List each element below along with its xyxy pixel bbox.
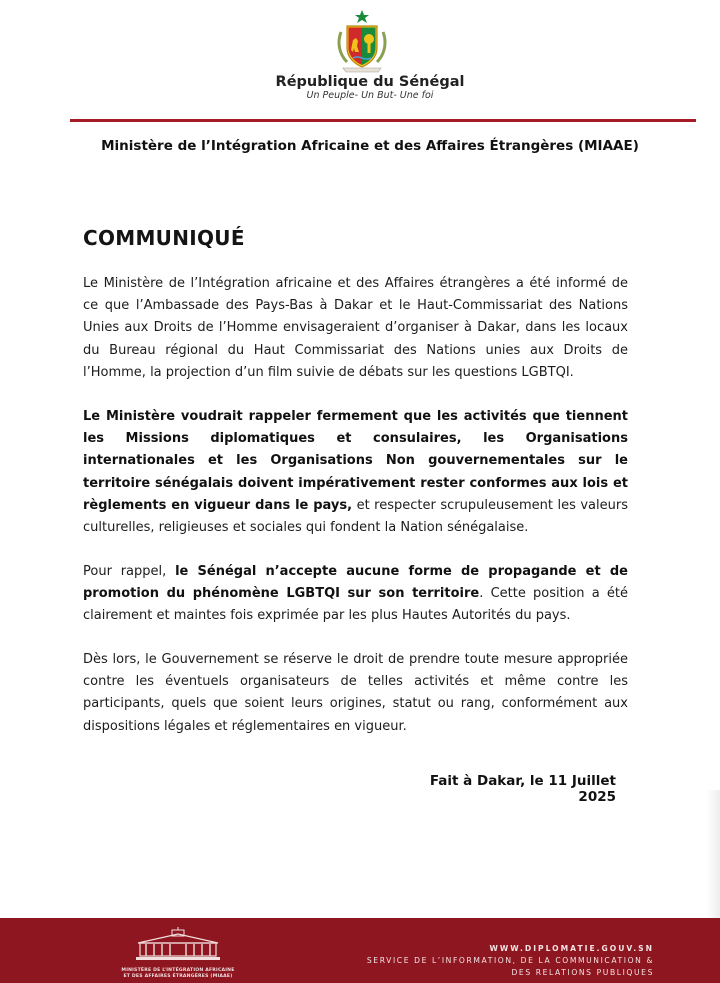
paragraph-2-emphasis: Le Ministère voudrait rappeler fermement que les activités que tiennent les Missions diplomatiques et consulaires, les Organisations internationales et les Organisations Non gouvernementales sur le territoire sénégalais doivent impérativement rester conformes aux lois et règlements en vigueur dans le pays, <box>83 409 628 513</box>
footer-service-line-2: DES RELATIONS PUBLIQUES <box>511 968 654 977</box>
footer-website-link[interactable]: WWW.DIPLOMATIE.GOUV.SN <box>489 944 654 953</box>
ministry-building-icon <box>134 927 222 961</box>
footer-band <box>0 918 720 983</box>
paragraph-3-lead: Pour rappel, <box>83 564 176 579</box>
paragraph-2 <box>83 406 628 539</box>
document-title: COMMUNIQUÉ <box>83 226 245 250</box>
paragraph-1: Le Ministère de l’Intégration africaine et des Affaires étrangères a été informé de ce que l’Ambassade des Pays-Bas à Dakar et le Haut-Commissariat des Nations Unies aux Droits de l’Homme envisageraient d’organiser à Dakar, dans les locaux du Bureau régional du Haut Commissariat des Nations unies aux Droits de l’Homme, la projection d’un film suivie de débats sur les questions LGBTQI. <box>83 276 628 380</box>
paragraph-2-text: et respecter scrupuleusement les valeurs culturelles, religieuses et sociales qui fondent la Nation sénégalaise. <box>83 497 628 536</box>
footer-contact <box>367 943 654 979</box>
page-edge-shadow <box>706 790 720 918</box>
signoff-place-date: Fait à Dakar, le 11 Juillet 2025 <box>429 773 616 805</box>
paragraph-3 <box>83 561 628 628</box>
header-divider <box>70 119 696 122</box>
paragraph-4: Dès lors, le Gouvernement se réserve le droit de prendre toute mesure appropriée contre les éventuels organisateurs de telles activités et même contre les participants, quels que soient leurs origines, statut ou rang, conformément aux dispositions légales et réglementaires en vigueur. <box>83 652 628 734</box>
paragraph-3-emphasis: le Sénégal n’accepte aucune forme de propagande et de promotion du phénomène LGBTQI sur son territoire <box>83 564 628 602</box>
senegal-coat-of-arms-icon <box>333 10 391 74</box>
country-name: République du Sénégal <box>275 74 465 90</box>
ministry-name: Ministère de l’Intégration Africaine et des Affaires Étrangères (MIAAE) <box>101 138 639 154</box>
footer-service-line-1: SERVICE DE L’INFORMATION, DE LA COMMUNICATION & <box>366 956 654 965</box>
paragraph-3-text: . Cette position a été clairement et maintes fois exprimée par les plus Hautes Autorités du pays. <box>83 586 629 624</box>
footer-ministry-line-2: ET DES AFFAIRES ÉTRANGÈRES (MIAAE) <box>123 974 233 979</box>
footer-ministry-name <box>108 968 248 980</box>
footer-ministry-line-1: MINISTÈRE DE L’INTÉGRATION AFRICAINE <box>121 968 235 973</box>
national-motto: Un Peuple- Un But- Une foi <box>306 90 434 101</box>
